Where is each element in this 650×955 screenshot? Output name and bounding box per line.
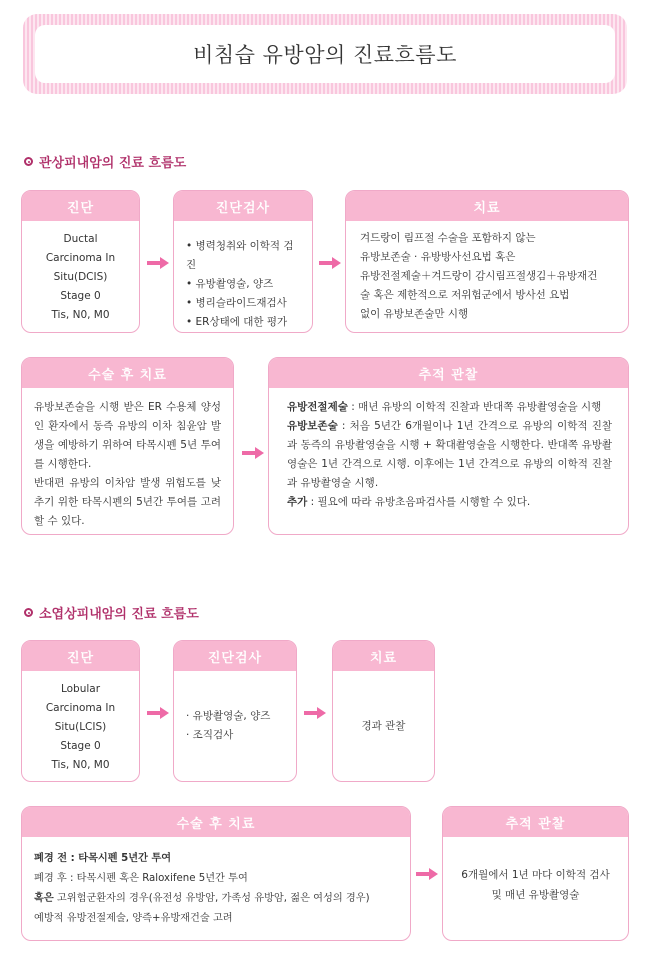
text-line: 유방보존술 · 유방방사선요법 혹은 bbox=[360, 251, 516, 263]
box-body: 경과 관찰 bbox=[361, 720, 406, 732]
arrow-right-icon bbox=[242, 447, 264, 459]
lcis-post-treatment-box bbox=[21, 806, 411, 941]
dcis-diagnosis-box bbox=[21, 190, 140, 333]
box-header: 수술 후 치료 bbox=[22, 358, 233, 388]
list-item: · 유방촬영술, 양즈 bbox=[186, 710, 271, 722]
lcis-follow-up-box bbox=[442, 806, 629, 941]
text-line bbox=[34, 889, 400, 909]
box-body bbox=[22, 837, 410, 929]
list-item: • 병력청취와 이학적 검진 bbox=[186, 240, 294, 271]
box-header: 진단검사 bbox=[174, 191, 312, 221]
text-line: 겨드랑이 림프절 수술을 포함하지 않는 bbox=[360, 232, 536, 244]
bullet-circle-icon bbox=[24, 157, 33, 166]
box-header: 치료 bbox=[333, 641, 434, 671]
dcis-treatment-box bbox=[345, 190, 629, 333]
list-item: · 조직검사 bbox=[186, 729, 234, 741]
box-body bbox=[22, 671, 139, 782]
bullet-circle-icon bbox=[24, 608, 33, 617]
text-line: Situ(DCIS) bbox=[53, 271, 108, 283]
box-body bbox=[174, 671, 296, 753]
section-heading-dcis bbox=[24, 152, 186, 171]
paragraph bbox=[287, 493, 612, 512]
paragraph: 반대편 유방의 이차암 발생 위험도를 낮추기 위한 타목시펜의 5년간 투여를 고려할 수 있다. bbox=[34, 477, 221, 527]
box-body bbox=[346, 221, 628, 332]
text-line: 유방전절제술＋겨드랑이 감시림프절생김＋유방재건 bbox=[360, 270, 598, 282]
arrow-right-icon bbox=[147, 257, 169, 269]
text: : 필요에 따라 유방초음파검사를 시행할 수 있다. bbox=[307, 496, 531, 508]
page-title: 비침습 유방암의 진료흐름도 bbox=[35, 25, 615, 83]
box-header: 진단 bbox=[22, 641, 139, 671]
box-body bbox=[269, 388, 628, 512]
box-body bbox=[22, 221, 139, 333]
title-banner bbox=[23, 14, 627, 94]
text: 고위험군환자의 경우(유전성 유방암, 가족성 유방암, 젊은 여성의 경우) bbox=[53, 893, 370, 904]
text: : 매년 유방의 이학적 진찰과 반대쪽 유방촬영술을 시행 bbox=[347, 401, 602, 413]
lcis-treatment-box bbox=[332, 640, 435, 782]
text-line: 없이 유방보존술만 시행 bbox=[360, 308, 469, 320]
dcis-follow-up-box bbox=[268, 357, 629, 535]
section-title: 관상피내암의 진료 흐름도 bbox=[39, 156, 187, 171]
text-line: 폐경 후 : 타목시펜 혹은 Raloxifene 5년간 투여 bbox=[34, 873, 248, 884]
box-body bbox=[443, 837, 628, 913]
arrow-right-icon bbox=[147, 707, 169, 719]
box-header: 추적 관찰 bbox=[443, 807, 628, 837]
box-body bbox=[174, 221, 312, 333]
text-line: Stage 0 bbox=[60, 290, 101, 302]
label-bold: 유방보존술 bbox=[287, 420, 338, 432]
box-header: 추적 관찰 bbox=[269, 358, 628, 388]
dcis-exam-box bbox=[173, 190, 313, 333]
text-line: 폐경 전 : 타목시펜 5년간 투여 bbox=[34, 853, 172, 864]
text-line: Tis, N0, M0 bbox=[51, 759, 110, 771]
list-item: • 유방촬영술, 양즈 bbox=[186, 278, 274, 290]
arrow-right-icon bbox=[304, 707, 326, 719]
text: : 처음 5년간 6개월이나 1년 간격으로 유방의 이학적 진찰과 동즉의 유방촬영술을 시행 + 확대촬영술을 시행한다. 반대쪽 유방촬영술은 1년 간격으로 시행. 이후에는 1년 간격으로 유방의 이학적 진찰과 유방촬영술 시행. bbox=[287, 420, 612, 489]
text-line: 6개월에서 1년 마다 이학적 검사 bbox=[461, 869, 610, 881]
dcis-post-treatment-box bbox=[21, 357, 234, 535]
label-bold: 추가 bbox=[287, 496, 308, 508]
text-line: Lobular bbox=[60, 683, 101, 695]
box-header: 진단검사 bbox=[174, 641, 296, 671]
box-header: 수술 후 치료 bbox=[22, 807, 410, 837]
label-bold: 혹은 bbox=[34, 893, 54, 904]
lcis-exam-box bbox=[173, 640, 297, 782]
section-heading-lcis bbox=[24, 603, 199, 622]
arrow-right-icon bbox=[416, 868, 438, 880]
lcis-diagnosis-box bbox=[21, 640, 140, 782]
text-line: 예방적 유방전절제술, 양즉+유방재건술 고려 bbox=[34, 913, 233, 924]
text-line: Tis, N0, M0 bbox=[51, 309, 110, 321]
text-line: 술 혹은 제한적으로 저위험군에서 방사선 요법 bbox=[360, 289, 570, 301]
label-bold: 유방전절제술 bbox=[287, 401, 348, 413]
text-line: Stage 0 bbox=[60, 740, 101, 752]
paragraph: 유방보존술을 시행 받은 ER 수용체 양성인 환자에서 동즉 유방의 이차 침윤암 발생을 예방하기 위하여 타목시펜 5년 투여를 시행한다. bbox=[34, 401, 221, 470]
arrow-right-icon bbox=[319, 257, 341, 269]
text-line: Ductal bbox=[63, 233, 98, 245]
paragraph bbox=[287, 398, 612, 417]
text-line: Situ(LCIS) bbox=[54, 721, 107, 733]
box-body bbox=[22, 388, 233, 531]
text-line: Carcinoma In bbox=[45, 702, 116, 714]
list-item: • ER상태에 대한 평가 bbox=[186, 316, 288, 328]
box-header: 진단 bbox=[22, 191, 139, 221]
text-line: 및 매년 유방촬영술 bbox=[491, 889, 580, 901]
section-title: 소엽상피내암의 진료 흐름도 bbox=[39, 607, 199, 622]
box-header: 치료 bbox=[346, 191, 628, 221]
list-item: • 병리슬라이드재검사 bbox=[186, 297, 287, 309]
paragraph bbox=[287, 417, 612, 493]
text-line: Carcinoma In bbox=[45, 252, 116, 264]
